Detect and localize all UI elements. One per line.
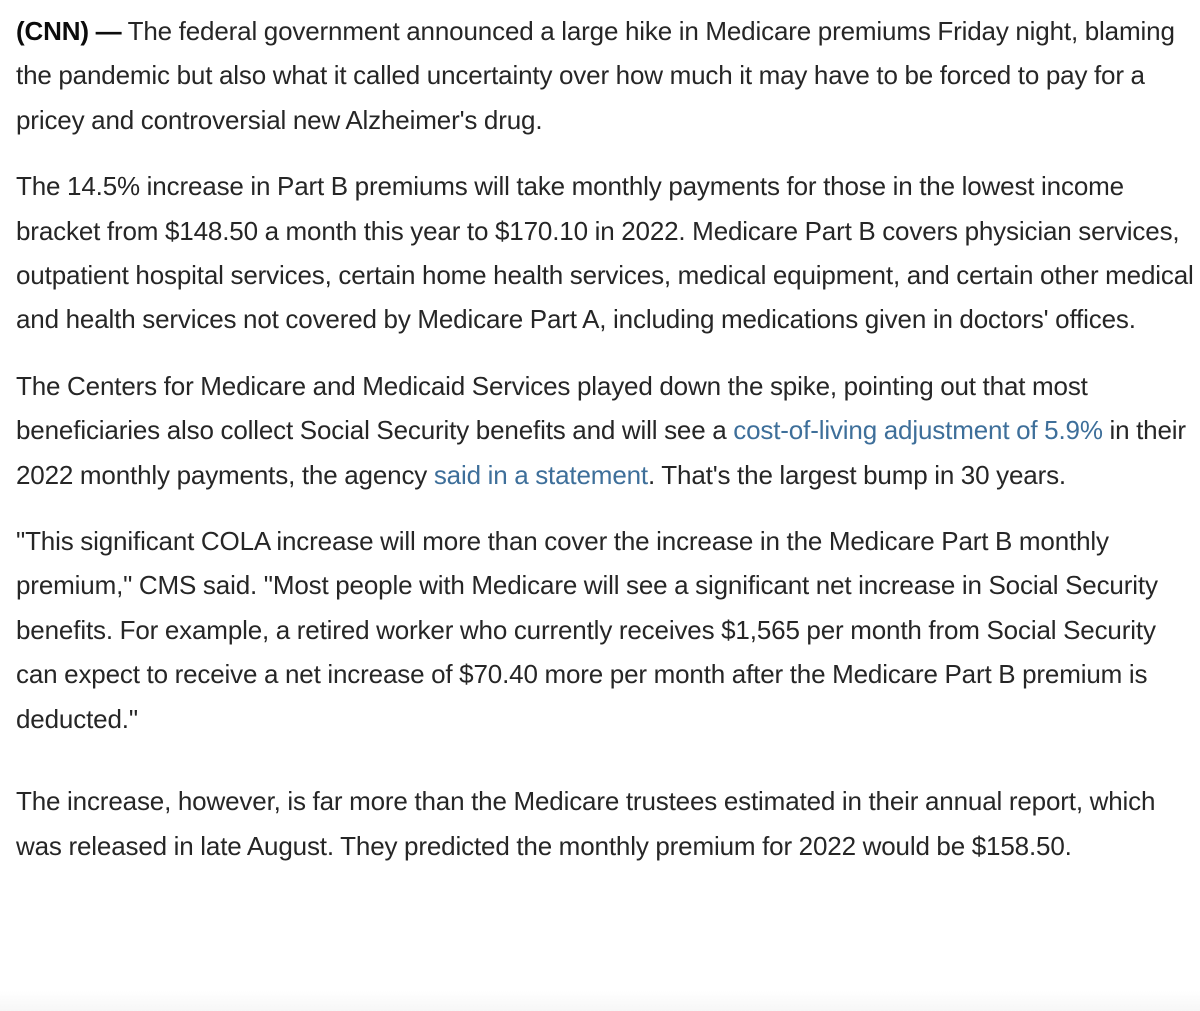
paragraph-3-text-c: . That's the largest bump in 30 years.: [648, 459, 1067, 490]
paragraph-5: [16, 779, 1196, 868]
paragraph-3-text-a: The Centers for Medicare and Medicaid Services played down the spike, pointing out that most beneficiaries also collect Social Security benefits and will see a: [16, 370, 1088, 446]
paragraph-3-text-b: in their 2022 monthly payments, the agency: [16, 415, 1186, 490]
paragraph-5-text: The increase, however, is far more than the Medicare trustees estimated in their annual report, which was released in late August. They predicted the monthly premium for 2022 would be $158.50.: [16, 786, 1156, 861]
bottom-fade-overlay: [0, 991, 1200, 1011]
paragraph-4: [16, 519, 1196, 741]
paragraph-1: [16, 9, 1196, 142]
cola-adjustment-link[interactable]: cost-of-living adjustment of 5.9%: [733, 415, 1103, 446]
paragraph-3: [16, 364, 1196, 497]
statement-link[interactable]: said in a statement: [433, 459, 649, 490]
dateline: (CNN) —: [16, 16, 122, 46]
paragraph-1-text: The federal government announced a large hike in Medicare premiums Friday night, blaming the pandemic but also what it called uncertainty over how much it may have to be forced to pay for a pricey and controversial new Alzheimer's drug.: [16, 16, 1175, 135]
paragraph-2-text: The 14.5% increase in Part B premiums will take monthly payments for those in the lowest income bracket from $148.50 a month this year to $170.10 in 2022. Medicare Part B covers physician services, outpatient hospital services, certain home health services, medical equipment, and certain other medical and health services not covered by Medicare Part A, including medications given in doctors' offices.: [16, 171, 1194, 335]
paragraph-4-text: "This significant COLA increase will more than cover the increase in the Medicare Part B monthly premium," CMS said. "Most people with Medicare will see a significant net increase in Social Security benefits. For example, a retired worker who currently receives $1,565 per month from Social Security can expect to receive a net increase of $70.40 more per month after the Medicare Part B premium is deducted.": [16, 526, 1158, 734]
article-body: [16, 9, 1196, 890]
paragraph-2: [16, 164, 1196, 342]
